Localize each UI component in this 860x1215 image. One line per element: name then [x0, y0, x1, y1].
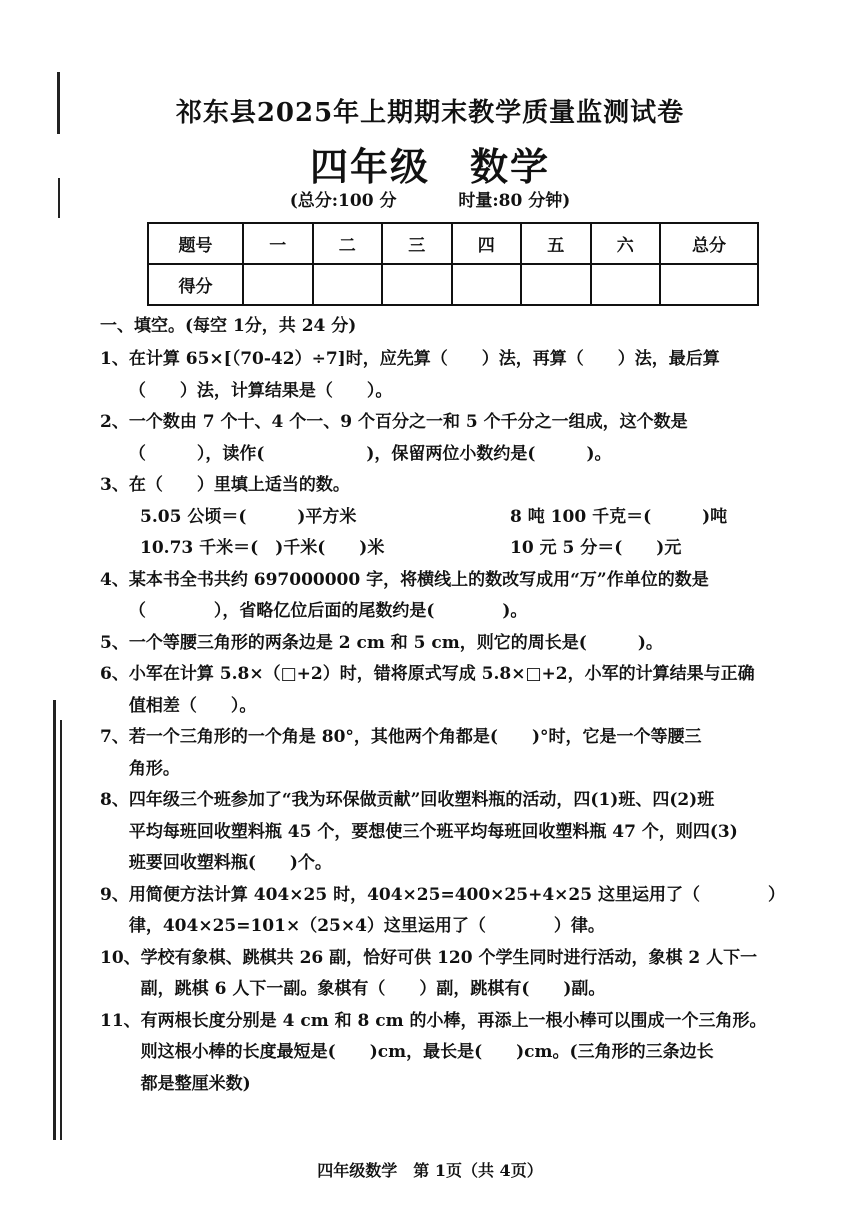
question-text: 四年级三个班参加了“我为环保做贡献”回收塑料瓶的活动，四(1)班、四(2)班 [128, 790, 715, 810]
question-item [100, 565, 812, 628]
question-text: 有两根长度分别是 4 cm 和 8 cm 的小棒，再添上一根小棒可以围成一个三角形。 [140, 1010, 767, 1031]
question-line [100, 754, 812, 786]
question-line [100, 565, 812, 597]
table-cell: 总分 [660, 223, 758, 264]
page-footer: 四年级数学 第 1页（共 4页） [317, 1161, 543, 1180]
question-section [100, 312, 812, 1100]
exam-title: 祁东县2025年上期期末教学质量监测试卷 [175, 98, 685, 128]
conversion-row [100, 502, 812, 534]
table-cell: 五 [521, 223, 591, 264]
question-line [100, 659, 812, 691]
score-input-cell[interactable] [660, 264, 758, 305]
question-item [100, 880, 812, 943]
question-text: 若一个三角形的一个角是 80°，其他两个角都是( )°时，它是一个等腰三 [128, 727, 702, 747]
question-line [100, 470, 812, 502]
question-line [100, 848, 812, 880]
score-table [147, 222, 759, 306]
question-text: 班要回收塑料瓶( )个。 [128, 853, 332, 873]
question-line [100, 817, 812, 849]
question-line [100, 691, 812, 723]
question-text: （ ），省略亿位后面的尾数约是( )。 [128, 601, 528, 621]
table-cell: 三 [382, 223, 452, 264]
question-line [100, 974, 812, 1006]
conversion-item: 10.73 千米＝( )千米( )米 [140, 538, 385, 558]
question-line [100, 943, 812, 975]
question-number: 1、 [100, 349, 129, 369]
table-cell: 二 [313, 223, 383, 264]
time-limit-label: 时量:80 分钟) [458, 191, 571, 211]
score-table-score-row [148, 264, 758, 305]
score-input-cell[interactable] [382, 264, 452, 305]
question-number: 8、 [100, 790, 129, 810]
question-line [100, 1037, 812, 1069]
question-line [100, 439, 812, 471]
question-text: 角形。 [128, 758, 180, 779]
question-item [100, 407, 812, 470]
question-text: 律，404×25=101×（25×4）这里运用了（ ）律。 [128, 916, 605, 936]
binding-line [53, 700, 56, 1140]
question-line [100, 1069, 812, 1101]
question-text: 在（ ）里填上适当的数。 [128, 475, 350, 495]
question-text: 学校有象棋、跳棋共 26 副，恰好可供 120 个学生同时进行活动，象棋 2 人下一 [140, 947, 758, 968]
section-title: 一、填空。(每空 1分，共 24 分) [100, 316, 357, 336]
question-number: 10、 [100, 947, 141, 968]
question-text: （ ）法，计算结果是（ ）。 [128, 380, 393, 401]
question-text: （ ），读作( )，保留两位小数约是( )。 [128, 443, 612, 464]
question-line [100, 785, 812, 817]
question-text: 平均每班回收塑料瓶 45 个，要想使三个班平均每班回收塑料瓶 47 个，则四(3) [128, 821, 738, 842]
score-input-cell[interactable] [591, 264, 661, 305]
question-text: 用简便方法计算 404×25 时，404×25=400×25+4×25 这里运用了（ ） [128, 884, 785, 905]
score-input-cell[interactable] [521, 264, 591, 305]
question-line [100, 407, 812, 439]
table-cell: 四 [452, 223, 522, 264]
question-text: 值相差（ ）。 [128, 695, 257, 716]
conversion-item: 5.05 公顷＝( )平方米 [140, 506, 357, 527]
question-number: 4、 [100, 569, 129, 590]
binding-line [60, 720, 62, 1140]
question-item [100, 1006, 812, 1101]
question-number: 2、 [100, 412, 129, 432]
subject-title: 四年级 数学 [309, 144, 550, 189]
question-line [100, 376, 812, 408]
question-text: 一个等腰三角形的两条边是 2 cm 和 5 cm，则它的周长是( )。 [128, 632, 663, 653]
question-text: 一个数由 7 个十、4 个一、9 个百分之一和 5 个千分之一组成，这个数是 [128, 412, 688, 432]
question-line [100, 596, 812, 628]
question-item [100, 722, 812, 785]
score-table-header-row [148, 223, 758, 264]
question-item [100, 943, 812, 1006]
score-input-cell[interactable] [243, 264, 313, 305]
question-item [100, 470, 812, 565]
question-line [100, 628, 812, 660]
question-number: 3、 [100, 475, 129, 495]
question-text: 副，跳棋 6 人下一副。象棋有（ ）副，跳棋有( )副。 [140, 979, 606, 999]
conversion-row [100, 533, 812, 565]
question-text: 则这根小棒的长度最短是( )cm，最长是( )cm。(三角形的三条边长 [140, 1042, 714, 1062]
question-text: 在计算 65×[（70-42）÷7]时，应先算（ ）法，再算（ ）法，最后算 [128, 349, 720, 369]
question-line [100, 880, 812, 912]
question-item [100, 344, 812, 407]
question-item [100, 628, 812, 660]
question-item [100, 659, 812, 722]
question-number: 5、 [100, 632, 129, 653]
question-number: 6、 [100, 664, 129, 684]
table-cell: 六 [591, 223, 661, 264]
question-text: 都是整厘米数) [140, 1073, 251, 1094]
question-list [100, 344, 812, 1100]
conversion-item: 10 元 5 分＝( )元 [510, 538, 682, 558]
table-cell: 题号 [148, 223, 243, 264]
question-number: 9、 [100, 884, 129, 905]
total-score-label: (总分:100 分 [289, 191, 397, 211]
question-line [100, 1006, 812, 1038]
question-line [100, 911, 812, 943]
table-cell: 一 [243, 223, 313, 264]
score-input-cell[interactable] [313, 264, 383, 305]
question-line [100, 722, 812, 754]
table-cell: 得分 [148, 264, 243, 305]
question-item [100, 785, 812, 880]
question-text: 某本书全书共约 697000000 字，将横线上的数改写成用“万”作单位的数是 [128, 569, 709, 590]
question-number: 7、 [100, 727, 129, 747]
conversion-item: 8 吨 100 千克＝( )吨 [510, 506, 728, 527]
question-line [100, 344, 812, 376]
score-info [0, 186, 860, 211]
score-input-cell[interactable] [452, 264, 522, 305]
question-text: 小军在计算 5.8×（□+2）时，错将原式写成 5.8×□+2，小军的计算结果与正确 [128, 664, 755, 684]
question-number: 11、 [100, 1010, 141, 1031]
